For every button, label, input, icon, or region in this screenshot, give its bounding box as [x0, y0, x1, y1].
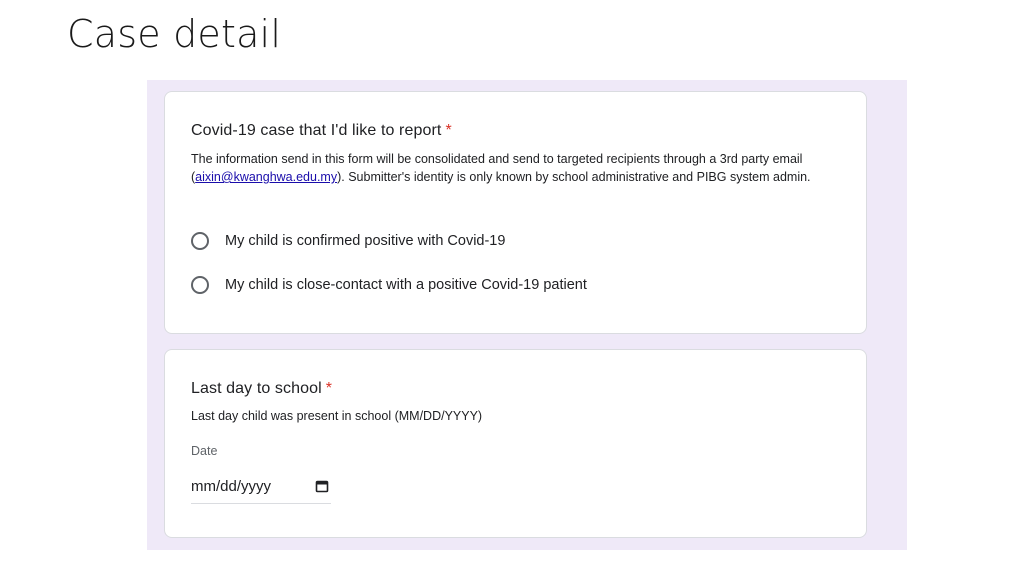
email-link[interactable]: aixin@kwanghwa.edu.my	[195, 170, 338, 184]
description-text-end: ). Submitter's identity is only known by school administrative and PIBG system admin.	[337, 170, 811, 184]
question-title-case-type	[191, 122, 452, 140]
radio-label-confirmed-positive: My child is confirmed positive with Covid-19	[225, 233, 506, 249]
radio-label-close-contact: My child is close-contact with a positive Covid-19 patient	[225, 277, 587, 293]
radio-button-confirmed-positive[interactable]	[191, 232, 209, 250]
question-description-case-type	[191, 150, 841, 186]
calendar-icon[interactable]	[315, 479, 329, 493]
date-placeholder: mm/dd/yyyy	[191, 478, 272, 495]
radio-option-confirmed-positive[interactable]	[191, 232, 505, 250]
radio-option-close-contact[interactable]	[191, 276, 587, 294]
slide-title: Case detail	[67, 12, 282, 56]
radio-button-close-contact[interactable]	[191, 276, 209, 294]
question-title-last-day	[191, 380, 332, 398]
question-card-last-day	[164, 349, 867, 538]
date-caption: Date	[191, 444, 218, 458]
question-title-text: Last day to school	[191, 380, 322, 397]
question-title-text: Covid-19 case that I'd like to report	[191, 122, 442, 139]
form-background	[147, 80, 907, 550]
required-asterisk: *	[325, 380, 333, 397]
date-input[interactable]	[191, 475, 331, 504]
required-asterisk: *	[445, 122, 452, 139]
description-text-start: The information send in this form will be consolidated and send to targeted recipients through a 3rd party email (	[191, 152, 803, 184]
question-description-last-day: Last day child was present in school (MM/DD/YYYY)	[191, 409, 483, 423]
question-card-case-type	[164, 91, 867, 334]
